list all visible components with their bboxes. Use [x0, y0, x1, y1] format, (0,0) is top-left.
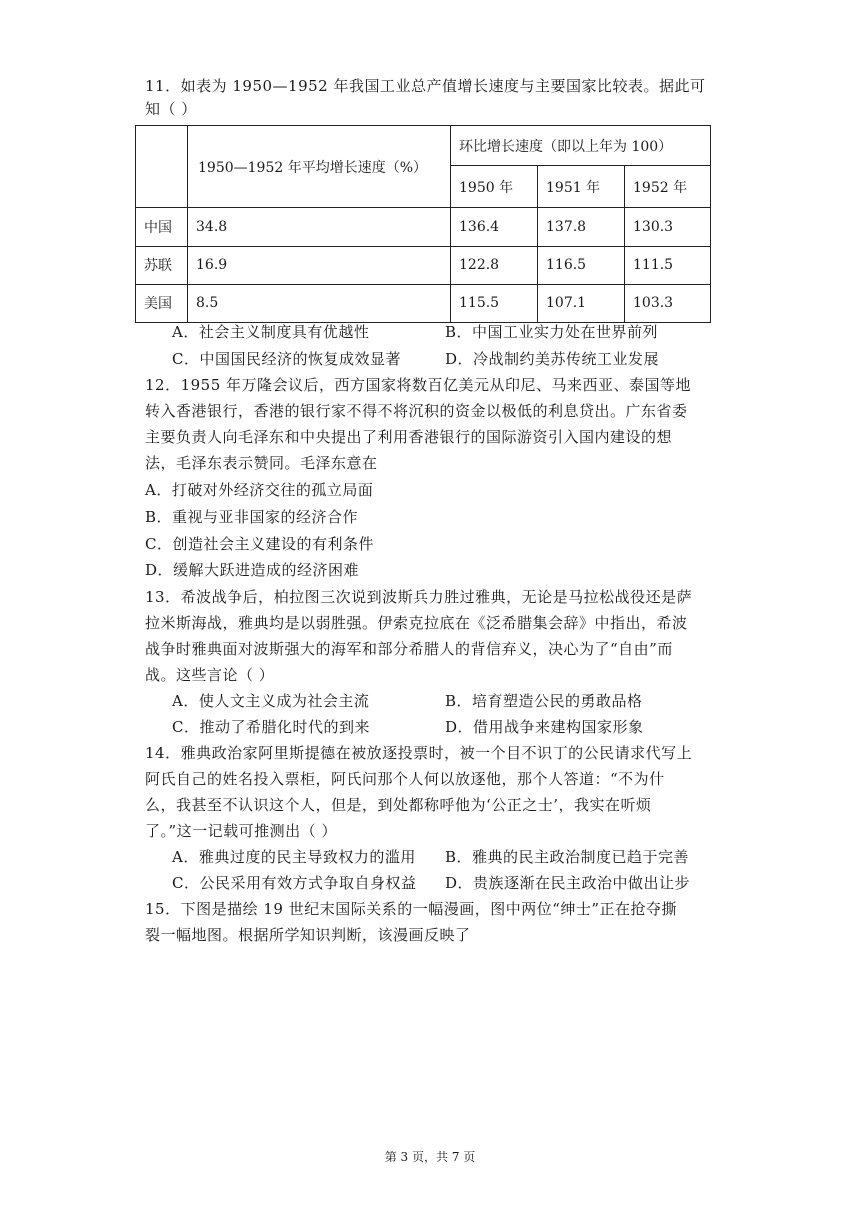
- year-header: 1952 年: [625, 166, 711, 208]
- value-cell: 111.5: [625, 246, 711, 284]
- q15-stem-line: 裂一幅地图。根据所学知识判断，该漫画反映了: [145, 926, 471, 944]
- q11-stem-line2: 知（ ）: [145, 100, 197, 118]
- table-row: [136, 246, 711, 284]
- q12-option-a[interactable]: A．打破对外经济交往的孤立局面: [145, 481, 374, 499]
- q13-stem-line: 战争时雅典面对波斯强大的海军和部分希腊人的背信弃义，决心为了“自由”而: [145, 640, 673, 658]
- q12-stem-line: 主要负责人向毛泽东和中央提出了利用香港银行的国际游资引入国内建设的想: [145, 428, 673, 446]
- q14-stem-line: 了。”这一记载可推测出（ ）: [145, 822, 337, 840]
- country-cell: 美国: [136, 284, 188, 322]
- q13-stem-line: 战。这些言论（ ）: [145, 666, 275, 684]
- q14-stem-line: 么，我甚至不认识这个人，但是，到处都称呼他为‘公正之士’，我实在听烦: [145, 796, 652, 814]
- value-cell: 137.8: [538, 208, 625, 246]
- value-cell: 136.4: [451, 208, 538, 246]
- page-footer: 第 3 页，共 7 页: [384, 1150, 476, 1164]
- q12-option-b[interactable]: B．重视与亚非国家的经济合作: [145, 508, 359, 526]
- q11-option-d[interactable]: D．冷战制约美苏传统工业发展: [445, 350, 660, 368]
- value-cell: 107.1: [538, 284, 625, 322]
- q12-stem-line: 12．1955 年万隆会议后，西方国家将数百亿美元从印尼、马来西亚、泰国等地: [145, 376, 692, 394]
- q13-option-b[interactable]: B．培育塑造公民的勇敢品格: [445, 692, 643, 710]
- avg-growth-header: 1950—1952 年平均增长速度（%）: [188, 126, 451, 208]
- q13-stem-line: 13．希波战争后，柏拉图三次说到波斯兵力胜过雅典，无论是马拉松战役还是萨: [145, 588, 693, 606]
- year-header: 1951 年: [538, 166, 625, 208]
- q12-stem-line: 法，毛泽东表示赞同。毛泽东意在: [145, 454, 378, 472]
- q11-option-a[interactable]: A．社会主义制度具有优越性: [172, 323, 370, 341]
- q12-option-c[interactable]: C．创造社会主义建设的有利条件: [145, 535, 374, 553]
- ratio-growth-header: 环比增长速度（即以上年为 100）: [451, 126, 711, 166]
- table-corner-cell: [136, 126, 188, 208]
- q14-option-a[interactable]: A．雅典过度的民主导致权力的滥用: [172, 848, 416, 866]
- value-cell: 103.3: [625, 284, 711, 322]
- q12-option-d[interactable]: D．缓解大跃进造成的经济困难: [145, 561, 360, 579]
- q14-stem-line: 14．雅典政治家阿里斯提德在被放逐投票时，被一个目不识丁的公民请求代写上: [145, 744, 693, 762]
- q13-option-d[interactable]: D．借用战争来建构国家形象: [445, 718, 644, 736]
- table-row: [136, 208, 711, 246]
- avg-cell: 34.8: [188, 208, 451, 246]
- q11-option-c[interactable]: C．中国国民经济的恢复成效显著: [172, 350, 401, 368]
- year-header: 1950 年: [451, 166, 538, 208]
- q14-option-d[interactable]: D．贵族逐渐在民主政治中做出让步: [445, 874, 691, 892]
- q13-option-c[interactable]: C．推动了希腊化时代的到来: [172, 718, 370, 736]
- value-cell: 122.8: [451, 246, 538, 284]
- q15-stem-line: 15．下图是描绘 19 世纪末国际关系的一幅漫画，图中两位“绅士”正在抢夺撕: [145, 900, 678, 918]
- q13-stem-line: 拉米斯海战，雅典均是以弱胜强。伊索克拉底在《泛希腊集会辞》中指出，希波: [145, 614, 688, 632]
- value-cell: 116.5: [538, 246, 625, 284]
- country-cell: 中国: [136, 208, 188, 246]
- table-row: [136, 284, 711, 322]
- q14-option-b[interactable]: B．雅典的民主政治制度已趋于完善: [445, 848, 690, 866]
- q11-stem-line1: 11．如表为 1950—1952 年我国工业总产值增长速度与主要国家比较表。据此可: [145, 77, 706, 95]
- q11-option-b[interactable]: B．中国工业实力处在世界前列: [445, 323, 659, 341]
- value-cell: 115.5: [451, 284, 538, 322]
- value-cell: 130.3: [625, 208, 711, 246]
- q11-table: [135, 125, 711, 323]
- q14-option-c[interactable]: C．公民采用有效方式争取自身权益: [172, 874, 417, 892]
- q14-stem-line: 阿氏自己的姓名投入票柜，阿氏问那个人何以放逐他，那个人答道：“不为什: [145, 770, 665, 788]
- country-cell: 苏联: [136, 246, 188, 284]
- q13-option-a[interactable]: A．使人文主义成为社会主流: [172, 692, 370, 710]
- q12-stem-line: 转入香港银行，香港的银行家不得不将沉积的资金以极低的利息贷出。广东省委: [145, 402, 688, 420]
- avg-cell: 8.5: [188, 284, 451, 322]
- avg-cell: 16.9: [188, 246, 451, 284]
